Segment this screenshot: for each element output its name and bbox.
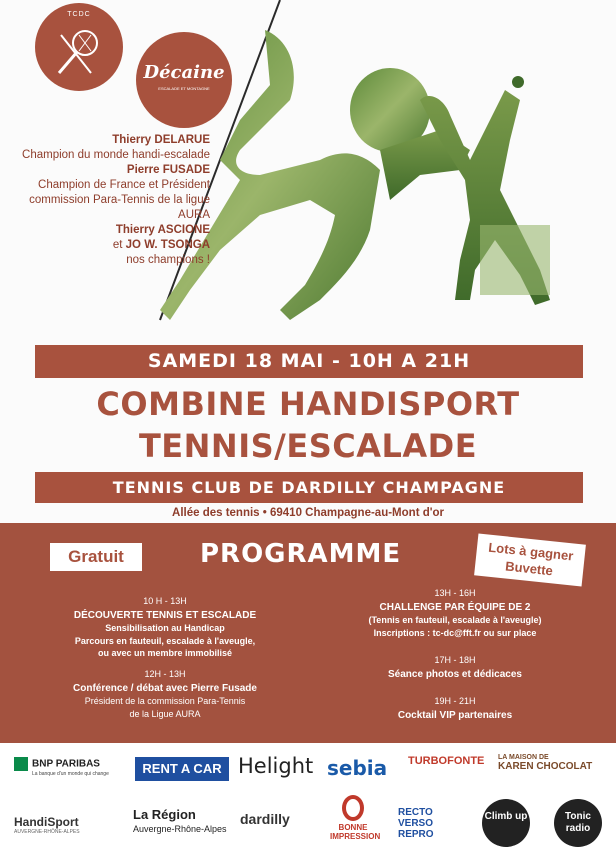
programme-heading: DÉCOUVERTE TENNIS ET ESCALADE [73,609,257,621]
tennis-ball [512,76,524,88]
recto-line-2: VERSO [398,818,434,829]
bnp-star-icon [14,757,28,771]
tennis-racket-icon [49,21,109,81]
programme-title: PROGRAMME [200,539,402,569]
region-name: La Région [133,807,196,822]
programme-heading: Séance photos et dédicaces [388,668,522,680]
champion-name-1: Thierry DELARUE [112,134,210,146]
recto-verso-logo [398,807,434,840]
champion-line-4-prefix: et [112,239,126,251]
programme-item-cocktail [310,695,600,722]
programme-line: ou avec un membre immobilisé [97,648,233,658]
prizes-line-2: Buvette [504,558,554,579]
champion-name-4: JO W. TSONGA [125,239,210,251]
region-logo [133,807,227,837]
programme-time: 19H - 21H [434,696,476,706]
sponsors-strip [0,743,616,868]
decaine-logo-text: Décaine [143,62,225,83]
rentacar-logo: RENT A CAR [135,757,229,781]
programme-line: Sensibilisation au Handicap [105,623,225,633]
tcdc-logo-text: TCDC [67,11,91,18]
recto-line-3: REPRO [398,829,434,840]
decaine-logo-subtitle: ESCALADE ET MONTAGNE [158,86,210,91]
programme-item-conference [30,668,300,720]
programme-heading: CHALLENGE PAR ÉQUIPE DE 2 [379,601,531,613]
sebia-logo: sebia [327,756,388,780]
handisport-name: HandiSport [14,815,79,829]
champion-name-2: Pierre FUSADE [126,164,210,176]
karen-line-1: LA MAISON DE [498,754,549,761]
tonic-radio-logo [554,799,602,847]
karen-line-2: KAREN CHOCOLAT [498,761,593,772]
tcdc-logo [35,3,123,91]
handisport-sub: AUVERGNE-RHÔNE-ALPES [14,829,80,835]
bonne-name: BONNE IMPRESSION [330,823,381,841]
bnp-name: BNP PARIBAS [32,758,100,770]
champion-desc-2: Champion de France et Président commission Para-Tennis de la ligue AURA [29,179,210,221]
karen-chocolat-logo [498,753,592,771]
dardilly-logo: dardilly [240,811,290,827]
programme-section [0,523,616,743]
programme-heading: Conférence / débat avec Pierre Fusade [73,682,257,694]
event-title-line-1: COMBINE HANDISPORT [96,385,520,423]
champions-block [20,133,210,268]
region-sub: Auvergne-Rhône-Alpes [133,824,227,834]
champion-name-3: Thierry ASCIONE [115,224,210,236]
free-badge: Gratuit [50,543,142,571]
bonne-b-icon [342,795,364,821]
tonic-line-2: radio [565,823,591,834]
event-title-line-2: TENNIS/ESCALADE [138,427,478,465]
tennis-court-shape [480,225,550,295]
recto-line-1: RECTO [398,807,433,818]
programme-line: de la Ligue AURA [129,708,201,719]
programme-item-photos [310,654,600,681]
prizes-badge [474,533,586,586]
event-date-banner: SAMEDI 18 MAI - 10H A 21H [35,345,583,378]
helight-logo: Helight [238,754,314,778]
programme-line: (Tennis en fauteuil, escalade à l'aveugle) [368,615,542,625]
programme-line: Inscriptions : tc-dc@fft.fr ou sur place [373,627,537,638]
tonic-line-1: Tonic [565,811,591,822]
champion-desc-1: Champion du monde handi-escalade [22,149,210,161]
programme-item-challenge [310,587,600,639]
handisport-logo [14,815,80,835]
programme-heading: Cocktail VIP partenaires [397,709,513,721]
bnp-tagline: La banque d'un monde qui change [32,771,109,777]
champion-desc-4: nos champions ! [126,254,210,266]
bnp-paribas-logo [14,757,109,777]
programme-time: 12H - 13H [144,669,186,679]
prizes-line-1: Lots à gagner [487,539,575,564]
turbofonte-name: TURBOFONTE [408,755,485,767]
programme-item-discovery [30,595,300,660]
turbofonte-logo [408,755,484,767]
event-address: Allée des tennis • 69410 Champagne-au-Mont d'or [172,507,444,519]
programme-line: Parcours en fauteuil, escalade à l'aveugle, [74,635,256,646]
champion-line-4 [20,238,210,253]
programme-time: 17H - 18H [434,655,476,665]
climb-up-logo: Climb up [482,799,530,847]
programme-line: Président de la commission Para-Tennis [84,696,246,706]
club-name-banner: TENNIS CLUB DE DARDILLY CHAMPAGNE [35,472,583,503]
programme-time: 13H - 16H [434,588,476,598]
programme-time: 10 H - 13H [143,596,187,606]
bonne-impression-logo [330,795,381,841]
